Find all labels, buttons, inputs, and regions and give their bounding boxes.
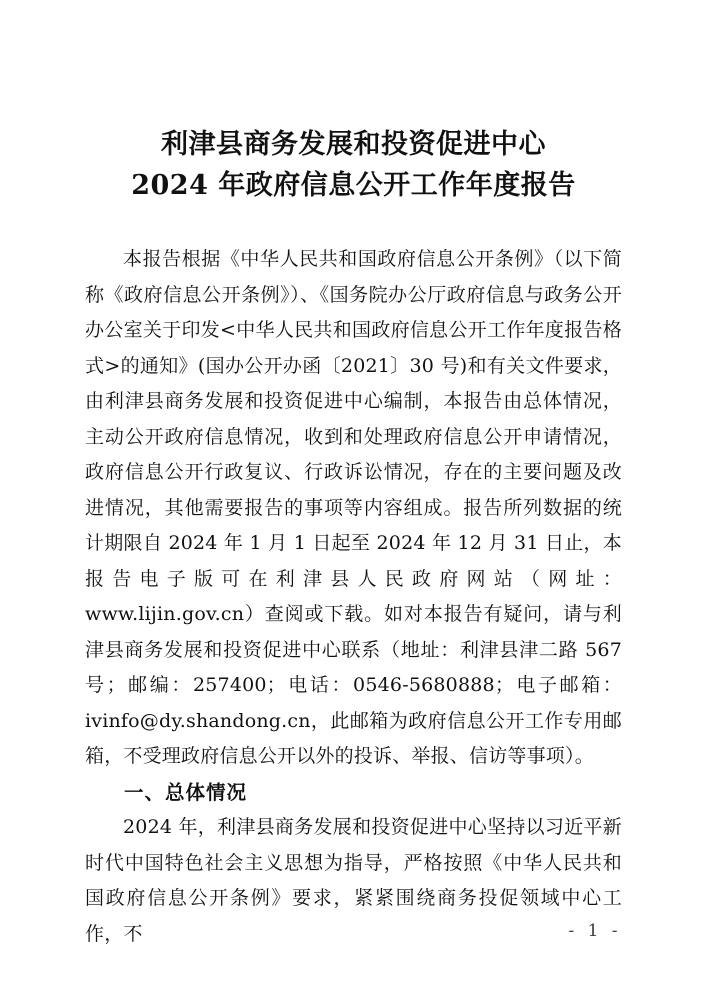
document-title bbox=[85, 124, 622, 206]
document-content bbox=[85, 124, 622, 952]
title-line-1: 利津县商务发展和投资促进中心 bbox=[161, 129, 546, 160]
paragraph-introduction: 本报告根据《中华人民共和国政府信息公开条例》（以下简称《政府信息公开条例》）、《国务院办公厅政府信息与政务公开办公室关于印发<中华人民共和国政府信息公开工作年度报告格式>的通知》(国办公开办函〔2021〕30 号)和有关文件要求，由利津县商务发展和投资促进中心编制，本报告由总体情况，主动公开政府信息情况，收到和处理政府信息公开申请情况，政府信息公开行政复议、行政诉讼情况，存在的主要问题及改进情况，其他需要报告的事项等内容组成。报告所列数据的统计期限自 2024 年 1 月 1 日起至 2024 年 12 月 31 日止，本报告电子版可在利津县人民政府网站（网址：www.lijin.gov.cn）查阅或下载。如对本报告有疑问，请与利津县商务发展和投资促进中心联系（地址：利津县津二路 567 号；邮编：257400；电话：0546-5680888；电子邮箱：ivinfo@dy.shandong.cn，此邮箱为政府信息公开工作专用邮箱，不受理政府信息公开以外的投诉、举报、信访等事项）。 bbox=[85, 248, 622, 767]
title-line-2: 2024 年政府信息公开工作年度报告 bbox=[131, 170, 576, 201]
document-body bbox=[85, 242, 622, 952]
section-heading-overall-situation: 一、总体情况 bbox=[124, 780, 248, 804]
page-number: - 1 - bbox=[568, 921, 622, 941]
paragraph-overall-situation: 2024 年，利津县商务发展和投资促进中心坚持以习近平新时代中国特色社会主义思想为指导，严格按照《中华人民共和国政府信息公开条例》要求，紧紧围绕商务投促领域中心工作，不 bbox=[85, 816, 622, 945]
